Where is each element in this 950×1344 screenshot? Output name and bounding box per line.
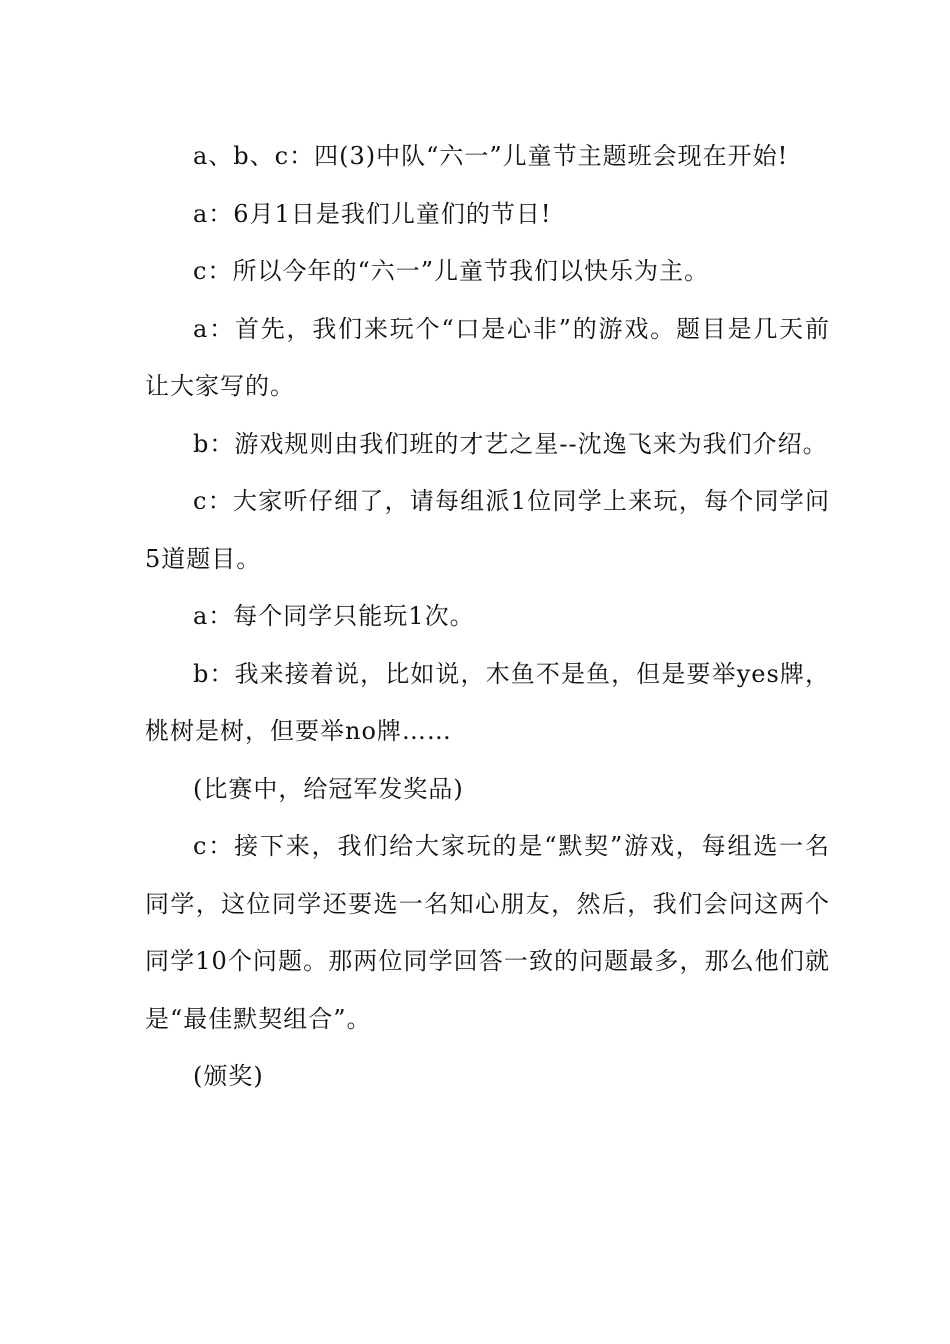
paragraph-instructions: c：大家听仔细了，请每组派1位同学上来玩，每个同学问5道题目。 — [145, 487, 830, 573]
paragraph-ceremony: (颁奖) — [193, 1062, 264, 1090]
paragraph-theme: c：所以今年的“六一”儿童节我们以快乐为主。 — [193, 257, 709, 285]
paragraph-game-intro: a：首先，我们来玩个“口是心非”的游戏。题目是几天前让大家写的。 — [145, 314, 830, 400]
paragraph-childrens-day: a：6月1日是我们儿童们的节日! — [193, 199, 552, 228]
document-body — [145, 128, 830, 1106]
paragraph-tacit-game: c：接下来，我们给大家玩的是“默契”游戏，每组选一名同学，这位同学还要选一名知心朋友，然后，我们会问这两个同学10个问题。那两位同学回答一致的问题最多，那么他们就是“最佳默契组合”。 — [145, 832, 830, 1033]
paragraph-opening: a、b、c：四(3)中队“六一”儿童节主题班会现在开始! — [193, 142, 789, 170]
paragraph-game-rules: b：游戏规则由我们班的才艺之星--沈逸飞来为我们介绍。 — [193, 429, 828, 458]
paragraph-award-note: (比赛中，给冠军发奖品) — [193, 774, 464, 803]
paragraph-play-once: a：每个同学只能玩1次。 — [193, 602, 475, 630]
paragraph-example: b：我来接着说，比如说，木鱼不是鱼，但是要举yes牌，桃树是树，但要举no牌…… — [145, 659, 830, 745]
